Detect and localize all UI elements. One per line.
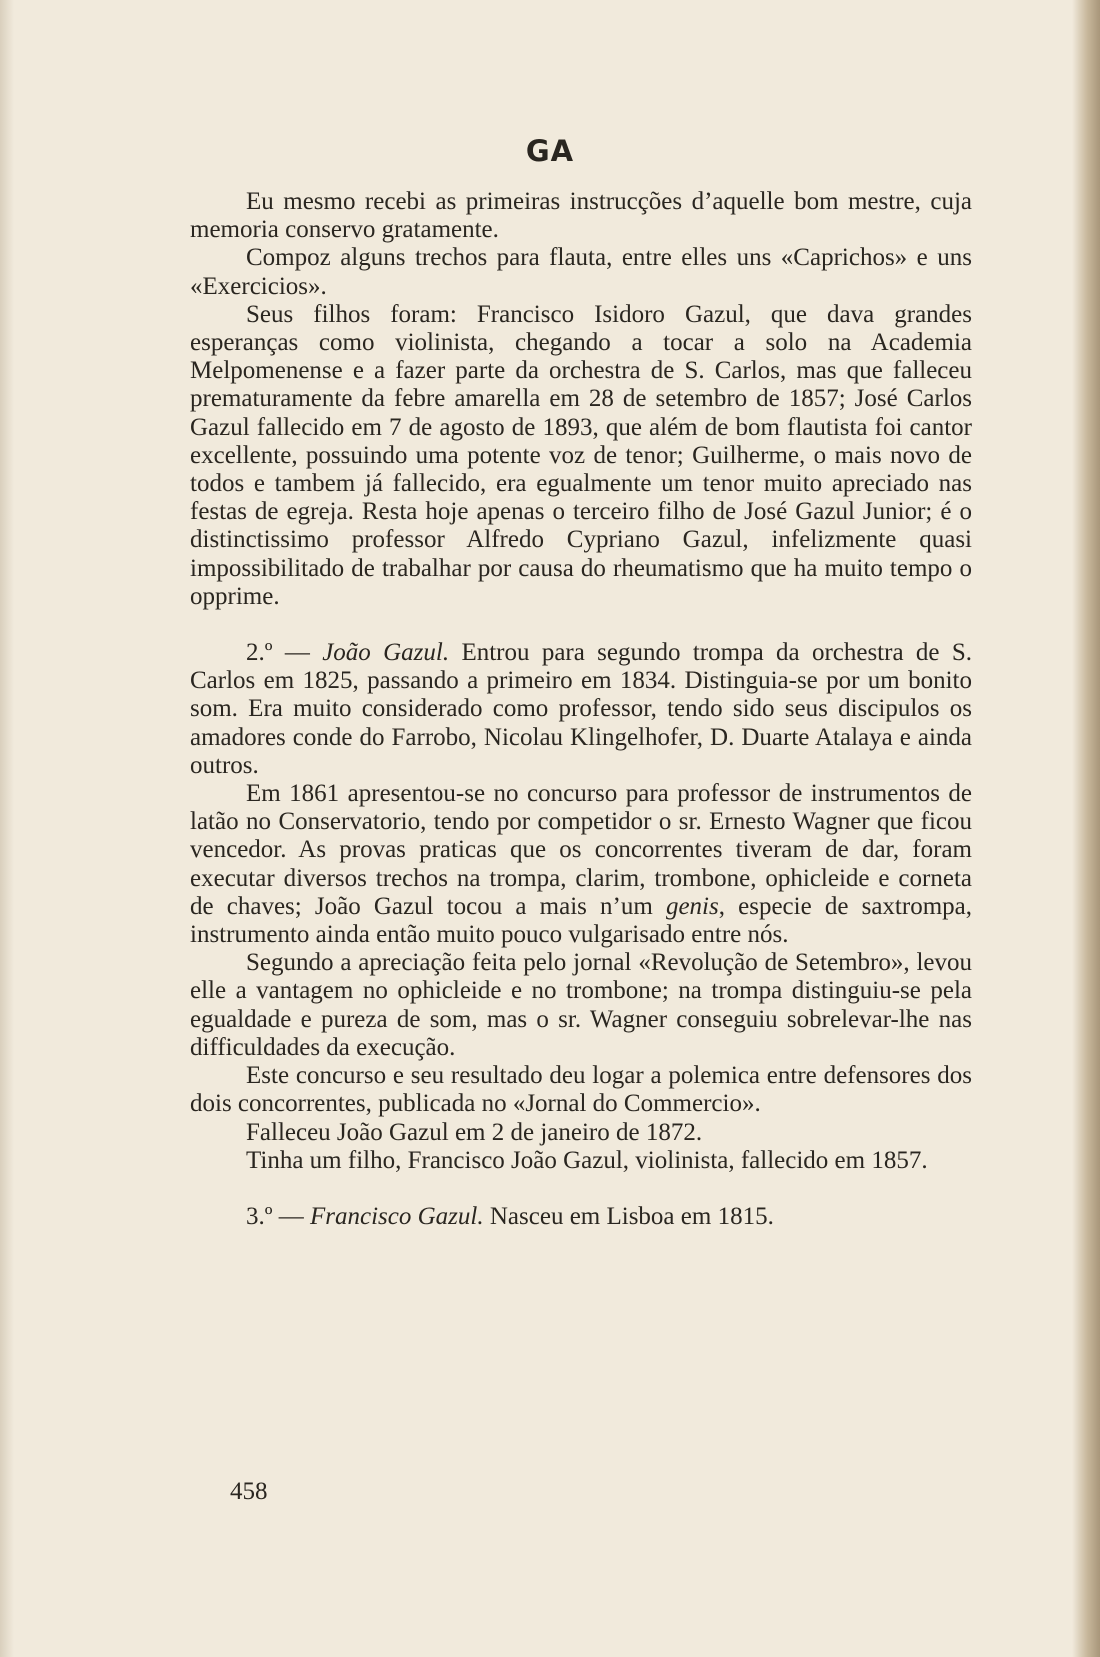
- paragraph: Falleceu João Gazul em 2 de janeiro de 1872.: [246, 1118, 703, 1146]
- entry-name: Francisco Gazul.: [310, 1202, 484, 1230]
- paragraph: Compoz alguns trechos para flauta, entre elles uns «Caprichos» e uns «Exercicios».: [190, 244, 972, 300]
- paragraph: Este concurso e seu resultado deu logar a polemica entre defensores dos dois concorrentes, publicada no «Jornal do Commercio».: [190, 1062, 972, 1118]
- paragraph: Eu mesmo recebi as primeiras instrucções d’aquelle bom mestre, cuja memoria conservo gratamente.: [190, 188, 972, 244]
- paragraph: Tinha um filho, Francisco João Gazul, violinista, fallecido em 1857.: [246, 1146, 928, 1174]
- page-number: 458: [230, 1478, 268, 1505]
- body-text: [190, 188, 972, 1231]
- paragraph-text: Em 1861 apresentou-se no concurso para professor de instrumentos de latão no Conservatorio, tendo por competidor o sr. Ernesto Wagner que ficou vencedor. As provas praticas que os concorrentes tiveram de dar, foram executar diversos trechos na trompa, clarim, trombone, ophicleide e corneta de chaves; João Gazul tocou a mais n’um: [190, 780, 972, 920]
- paragraph: [190, 780, 972, 949]
- entry-text: Nasceu em Lisboa em 1815.: [483, 1202, 774, 1230]
- entry-number: 2.º —: [246, 639, 323, 667]
- italic-term: genis: [665, 892, 719, 920]
- entry-name: João Gazul.: [322, 639, 450, 667]
- paragraph: Seus filhos foram: Francisco Isidoro Gazul, que dava grandes esperanças como violinista, chegando a tocar a solo na Academia Melpomenense e a fazer parte da orchestra de S. Carlos, mas que falleceu prematuramente da febre amarella em 28 de setembro de 1857; José Carlos Gazul fallecido em 7 de agosto de 1893, que além de bom flautista foi cantor excellente, possuindo uma potente voz de tenor; Guilherme, o mais novo de todos e tambem já fallecido, era egualmente um tenor muito apreciado nas festas de egreja. Resta hoje apenas o terceiro filho de José Gazul Junior; é o distinctissimo professor Alfredo Cypriano Gazul, infelizmente quasi impossibilitado de trabalhar por causa do rheumatismo que ha muito tempo o opprime.: [190, 300, 972, 610]
- entry-text: Entrou para segundo trompa da orchestra de S. Carlos em 1825, passando a primeiro em 1834. Distinguia-se por um bonito som. Era muito considerado como professor, tendo sido seus discipulos os amadores conde do Farrobo, Nicolau Klingelhofer, D. Duarte Atalaya e ainda outros.: [190, 639, 972, 779]
- paragraph-text-tail: , especie de saxtrompa, instrumento ainda então muito pouco vulgarisado entre nós.: [190, 892, 972, 949]
- entry-paragraph-joao-gazul: [190, 639, 972, 780]
- running-header: GA: [525, 134, 575, 168]
- entry-paragraph-francisco-gazul: [190, 1203, 972, 1231]
- entry-number: 3.º —: [246, 1202, 311, 1230]
- paragraph: Segundo a apreciação feita pelo jornal «Revolução de Setembro», levou elle a vantagem no ophicleide e no trombone; na trompa distinguiu-se pela egualdade e pureza de som, mas o sr. Wagner conseguiu sobrelevar-lhe nas difficuldades da execução.: [190, 949, 972, 1061]
